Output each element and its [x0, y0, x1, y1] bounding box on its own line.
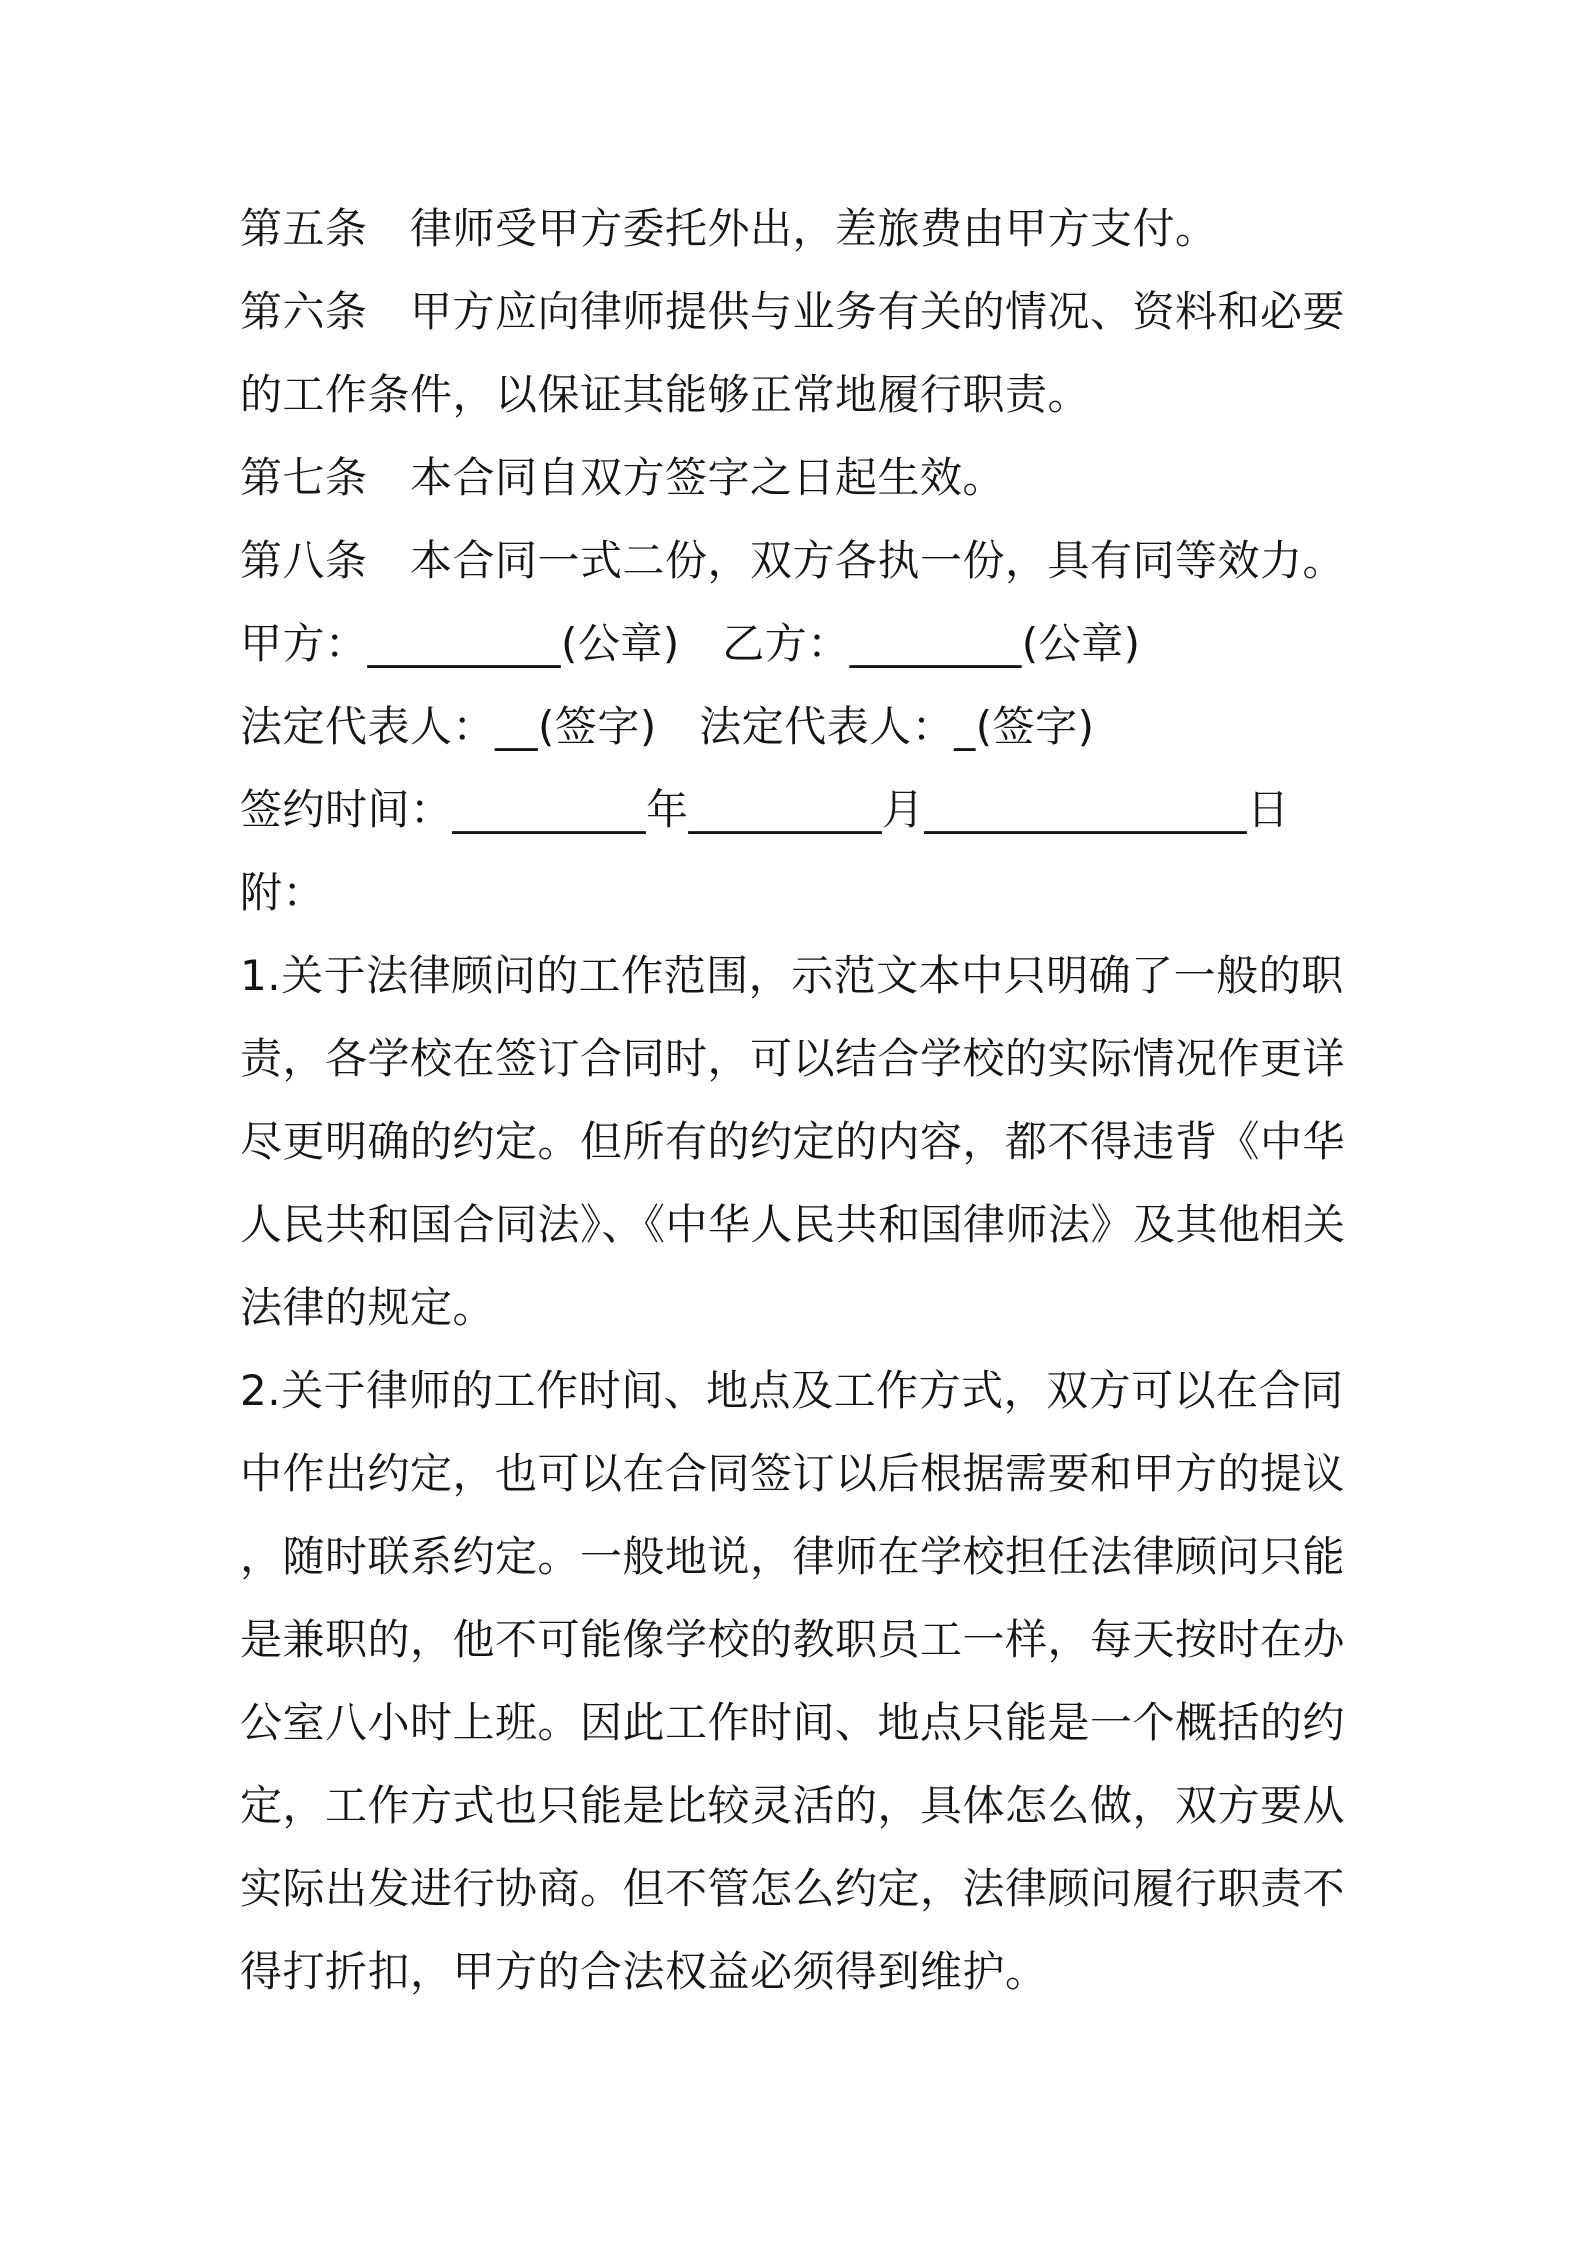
appendix-note-1-line-5: 法律的规定。: [240, 1283, 496, 1332]
article-6-line-2: 的工作条件，以保证其能够正常地履行职责。: [240, 370, 1091, 419]
appendix-note-2-line-8: 得打折扣，甲方的合法权益必须得到维护。: [240, 1947, 1048, 1996]
article-8-line: 第八条 本合同一式二份，双方各执一份，具有同等效力。: [240, 536, 1346, 585]
article-7-line: 第七条 本合同自双方签字之日起生效。: [240, 453, 1006, 502]
appendix-note-2-line-5: 公室八小时上班。因此工作时间、地点只能是一个概括的约: [240, 1698, 1346, 1747]
appendix-note-1-line-4: 人民共和国合同法》、《中华人民共和国律师法》及其他相关: [240, 1200, 1346, 1249]
appendix-heading: 附：: [240, 868, 326, 917]
appendix-note-2-line-4: 是兼职的，他不可能像学校的教职员工一样，每天按时在办: [240, 1615, 1346, 1664]
appendix-note-1-line-3: 尽更明确的约定。但所有的约定的内容，都不得违背《中华: [240, 1117, 1346, 1166]
party-seal-line: 甲方：_________(公章) 乙方：________(公章): [240, 619, 1141, 668]
article-6-line-1: 第六条 甲方应向律师提供与业务有关的情况、资料和必要: [240, 287, 1346, 336]
appendix-note-2-line-1: 2.关于律师的工作时间、地点及工作方式，双方可以在合同: [240, 1366, 1344, 1415]
appendix-note-2-line-7: 实际出发进行协商。但不管怎么约定，法律顾问履行职责不: [240, 1864, 1346, 1913]
article-5-line: 第五条 律师受甲方委托外出，差旅费由甲方支付。: [240, 204, 1218, 253]
legal-representative-line: 法定代表人：__(签字) 法定代表人：_(签字): [240, 702, 1095, 751]
appendix-note-2-line-3: ，随时联系约定。一般地说，律师在学校担任法律顾问只能: [240, 1532, 1346, 1581]
appendix-note-1-line-2: 责，各学校在签订合同时，可以结合学校的实际情况作更详: [240, 1034, 1346, 1083]
appendix-note-1-line-1: 1.关于法律顾问的工作范围，示范文本中只明确了一般的职: [240, 951, 1344, 1000]
signing-date-line: 签约时间：_________年_________月_______________日: [240, 785, 1290, 834]
appendix-note-2-line-6: 定，工作方式也只能是比较灵活的，具体怎么做，双方要从: [240, 1781, 1346, 1830]
appendix-note-2-line-2: 中作出约定，也可以在合同签订以后根据需要和甲方的提议: [240, 1449, 1346, 1498]
